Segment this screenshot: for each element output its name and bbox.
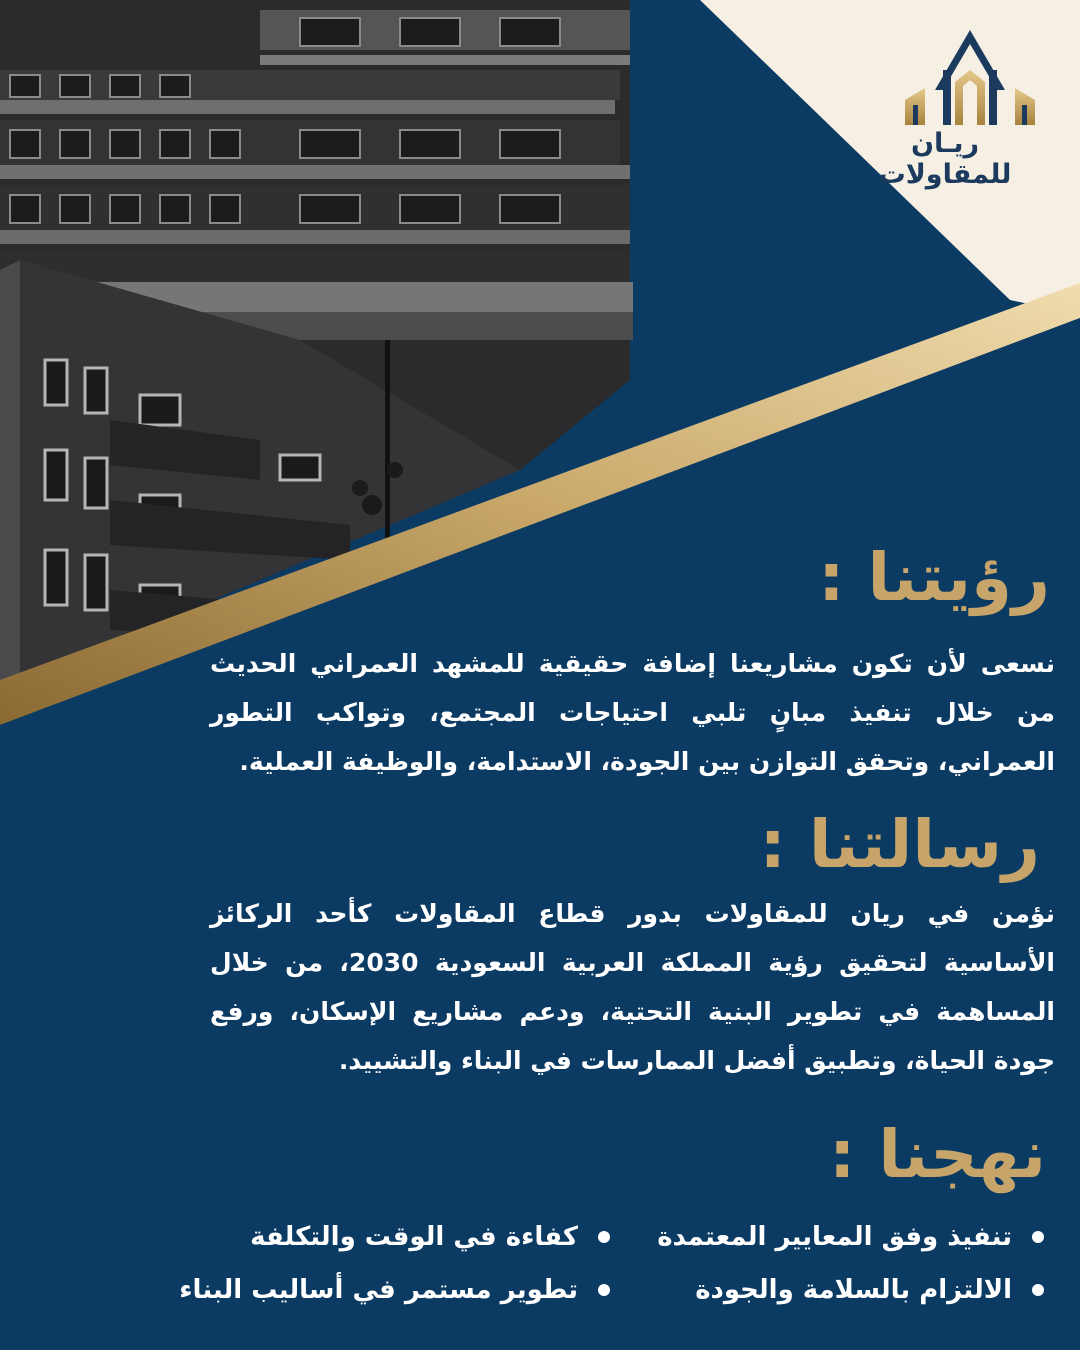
vision-heading: رؤيتنا :: [818, 539, 1050, 616]
list-item-text: تطوير مستمر في أساليب البناء: [179, 1275, 578, 1305]
list-item: [179, 1275, 610, 1305]
approach-heading: نهجنا :: [828, 1116, 1046, 1193]
list-item: [250, 1222, 610, 1252]
list-item: [695, 1275, 1044, 1305]
bullet-dot-icon: [1032, 1231, 1044, 1243]
logo-name: ريـان للمقاولات: [878, 128, 1012, 190]
bullet-dot-icon: [598, 1231, 610, 1243]
mission-heading: رسالتنا :: [759, 806, 1040, 883]
list-item: [657, 1222, 1044, 1252]
list-item-text: الالتزام بالسلامة والجودة: [695, 1275, 1012, 1305]
list-item-text: تنفيذ وفق المعايير المعتمدة: [657, 1222, 1012, 1252]
bullet-dot-icon: [1032, 1284, 1044, 1296]
logo: [850, 25, 1040, 190]
mission-text: نؤمن في ريان للمقاولات بدور قطاع المقاولات كأحد الركائز الأساسية لتحقيق رؤية المملكة العربية السعودية 2030، من خلال المساهمة في تطوير البنية التحتية، ودعم مشاريع الإسكان، ورفع جودة الحياة، وتطبيق أفضل الممارسات في البناء والتشييد.: [210, 899, 1056, 1075]
list-item-text: كفاءة في الوقت والتكلفة: [250, 1222, 578, 1252]
vision-text: نسعى لأن تكون مشاريعنا إضافة حقيقية للمشهد العمراني الحديث من خلال تنفيذ مبانٍ تلبي احتياجات المجتمع، وتواكب التطور العمراني، وتحقق التوازن بين الجودة، الاستدامة، والوظيفة العملية.: [210, 649, 1055, 776]
bullet-dot-icon: [598, 1284, 610, 1296]
